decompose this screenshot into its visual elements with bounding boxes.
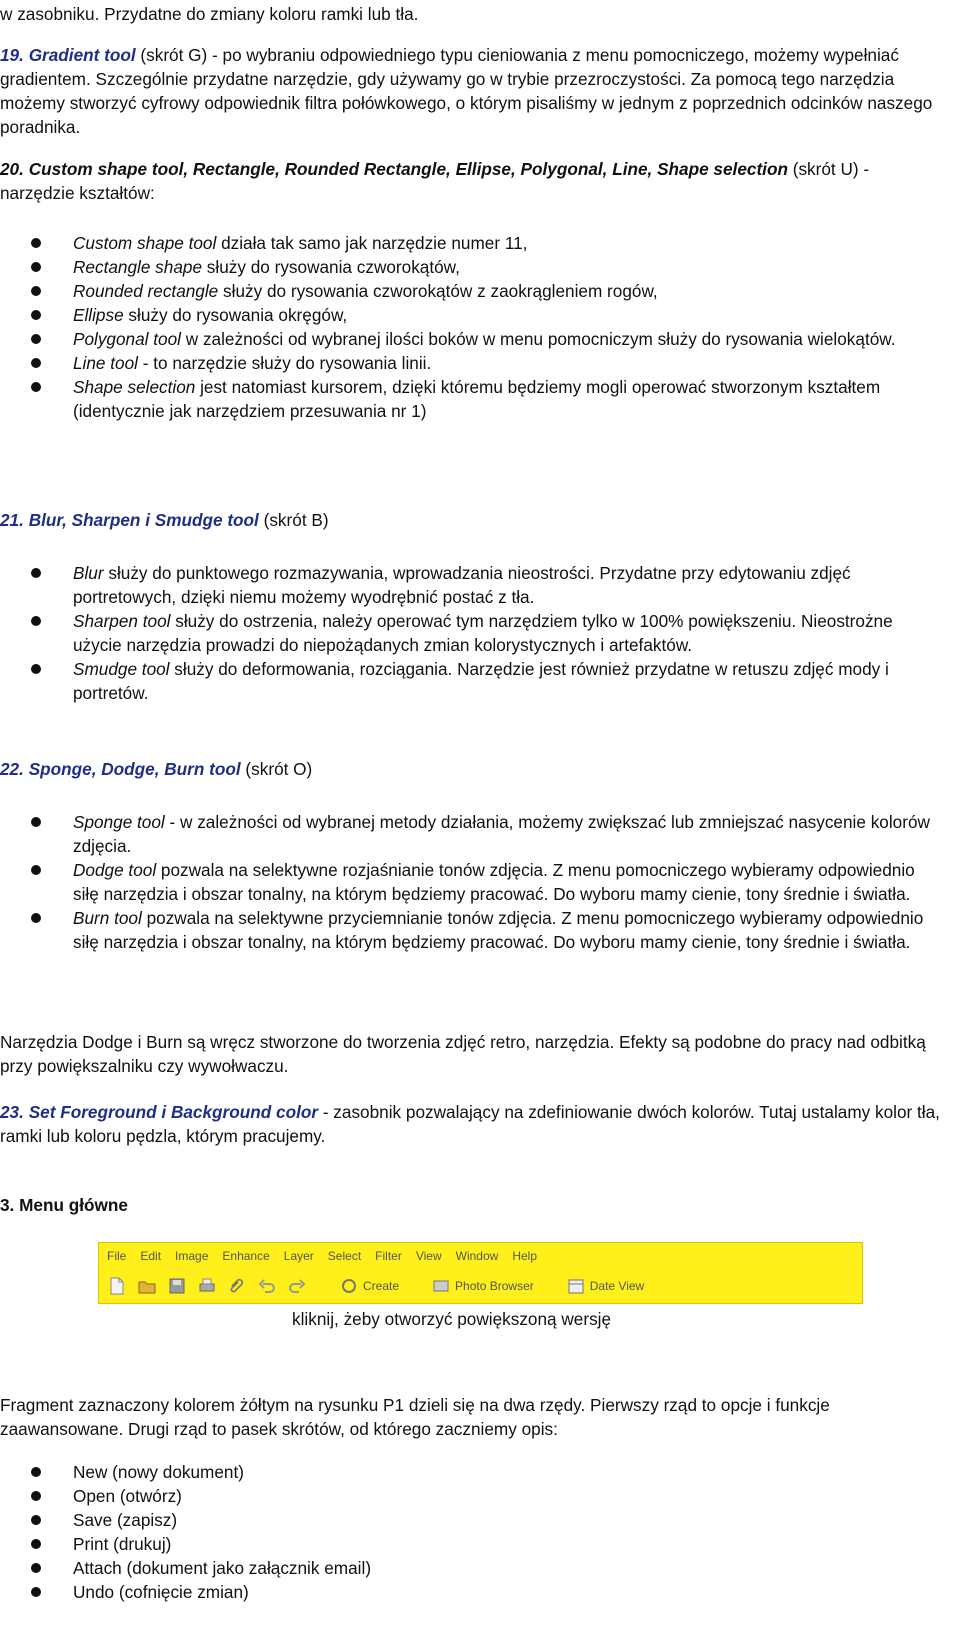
bullet-icon	[31, 817, 41, 827]
date-view-button	[566, 1276, 644, 1296]
list-item	[0, 375, 945, 423]
menu-item-view: View	[415, 1249, 442, 1263]
bullet-icon	[31, 382, 41, 392]
date-view-icon	[566, 1276, 586, 1296]
list-item-text: - w zależności od wybranej metody działania, możemy zwiększać lub zmniejszać nasycenie kolorów zdjęcia.	[73, 812, 930, 856]
list-item	[0, 303, 945, 327]
list-item-text: służy do rysowania okręgów,	[123, 305, 348, 325]
paragraph-dodge-burn	[0, 1030, 945, 1078]
menu-bar-image[interactable]	[98, 1242, 863, 1304]
menu-item-enhance: Enhance	[222, 1249, 270, 1263]
section-21	[0, 508, 945, 532]
undo-icon	[257, 1276, 277, 1296]
list-item-text: w zależności od wybranej ilości boków w menu pomocniczym służy do rysowania wielokątów.	[180, 329, 896, 349]
list-item	[0, 279, 945, 303]
date-view-label: Date View	[589, 1279, 645, 1293]
bullet-icon	[31, 262, 41, 272]
list-item-text: służy do rysowania czworokątów,	[202, 257, 460, 277]
create-label: Create	[363, 1279, 400, 1293]
bullet-icon	[31, 568, 41, 578]
list-item-term: Sponge tool	[73, 812, 165, 832]
list-item-term: Shape selection	[73, 377, 196, 397]
section-23	[0, 1100, 945, 1148]
list-item-text: pozwala na selektywne rozjaśnianie tonów zdjęcia. Z menu pomocniczego wybieramy odpowiednio siłę narzędzia i obszar tonalny, na którym będziemy pracować. Do wyboru mamy cienie, tony średnie i światła.	[73, 860, 915, 904]
bullet-icon	[31, 238, 41, 248]
section-text: - zasobnik pozwalający na zdefiniowanie dwóch kolorów. Tutaj ustalamy kolor tła, ramki lub koloru pędzla, którym pracujemy.	[0, 1102, 940, 1146]
bullet-icon	[31, 616, 41, 626]
paragraph-intro	[0, 2, 945, 26]
section-22	[0, 757, 945, 781]
list-item-term: Smudge tool	[73, 659, 170, 679]
list-item-text: New (nowy dokument)	[73, 1462, 244, 1482]
list-item	[0, 1556, 945, 1580]
section-title: Set Foreground i Background color	[28, 1102, 319, 1122]
save-icon	[167, 1276, 187, 1296]
bullet-icon	[31, 1467, 41, 1477]
menu-item-help: Help	[512, 1249, 537, 1263]
section-text: (skrót B)	[258, 510, 329, 530]
create-button	[339, 1276, 399, 1296]
paragraph-text: Narzędzia Dodge i Burn są wręcz stworzone do tworzenia zdjęć retro, narzędzia. Efekty są podobne do pracy nad odbitką przy powiększalniku czy wywołwaczu.	[0, 1032, 926, 1076]
create-icon	[339, 1276, 359, 1296]
list-item-term: Blur	[73, 563, 104, 583]
section-3-heading	[0, 1193, 945, 1217]
list-item	[0, 657, 945, 705]
list-item	[0, 1580, 945, 1604]
list-item-text: służy do punktowego rozmazywania, wprowadzania nieostrości. Przydatne przy edytowaniu zdjęć portretowych, dzięki niemu możemy wyodrębnić postać z tła.	[73, 563, 851, 607]
bullet-icon	[31, 1563, 41, 1573]
section-19	[0, 43, 945, 139]
list-item-term: Sharpen tool	[73, 611, 171, 631]
section-21-list	[0, 561, 945, 705]
enlarge-image-link[interactable]	[292, 1307, 611, 1331]
list-item	[0, 1532, 945, 1556]
list-item-term: Ellipse	[73, 305, 124, 325]
photo-browser-label: Photo Browser	[455, 1279, 534, 1293]
bullet-icon	[31, 1539, 41, 1549]
bullet-icon	[31, 358, 41, 368]
list-item-term: Polygonal tool	[73, 329, 181, 349]
list-item	[0, 255, 945, 279]
section-title: Gradient tool	[28, 45, 136, 65]
list-item-text: służy do rysowania czworokątów z zaokrągleniem rogów,	[218, 281, 658, 301]
list-item-term: Burn tool	[73, 908, 142, 928]
list-item	[0, 231, 945, 255]
bullet-icon	[31, 664, 41, 674]
section-title: Blur, Sharpen i Smudge tool	[28, 510, 259, 530]
list-item	[0, 609, 945, 657]
section-number: 20.	[0, 159, 24, 179]
section-number: 23.	[0, 1102, 24, 1122]
list-item-term: Line tool	[73, 353, 138, 373]
list-item	[0, 561, 945, 609]
list-item	[0, 1508, 945, 1532]
paragraph-text: w zasobniku. Przydatne do zmiany koloru ramki lub tła.	[0, 4, 419, 24]
section-22-list	[0, 810, 945, 954]
list-item-term: Custom shape tool	[73, 233, 217, 253]
list-item-text: Open (otwórz)	[73, 1486, 182, 1506]
list-item-text: Attach (dokument jako załącznik email)	[73, 1558, 372, 1578]
section-title: Custom shape tool, Rectangle, Rounded Rectangle, Ellipse, Polygonal, Line, Shape selection	[28, 159, 788, 179]
redo-icon	[287, 1276, 307, 1296]
section-text: (skrót G) - po wybraniu odpowiedniego typu cieniowania z menu pomocniczego, możemy wypełniać gradientem. Szczególnie przydatne narzędzie, gdy używamy go w trybie przezroczystości. Za pomocą tego narzędzia możemy stworzyć cyfrowy odpowiednik filtra połówkowego, o którym pisaliśmy w jednym z poprzednich odcinków naszego poradnika.	[0, 45, 933, 137]
bullet-icon	[31, 913, 41, 923]
shortcut-toolbar	[107, 1276, 644, 1296]
bullet-icon	[31, 865, 41, 875]
list-item	[0, 351, 945, 375]
section-text: (skrót U) - narzędzie kształtów:	[0, 159, 870, 203]
list-item-text: działa tak samo jak narzędzie numer 11,	[216, 233, 528, 253]
menu-item-edit: Edit	[140, 1249, 162, 1263]
bullet-icon	[31, 1515, 41, 1525]
menu-item-image: Image	[175, 1249, 209, 1263]
menu-item-select: Select	[327, 1249, 362, 1263]
list-item	[0, 1484, 945, 1508]
list-item-text: - to narzędzie służy do rysowania linii.	[137, 353, 432, 373]
list-item-text: pozwala na selektywne przyciemnianie tonów zdjęcia. Z menu pomocniczego wybieramy odpowiednio siłę narzędzia i obszar tonalny, na którym będziemy pracować. Do wyboru mamy cienie, tony średnie i światła.	[73, 908, 924, 952]
bullet-icon	[31, 1491, 41, 1501]
print-icon	[197, 1276, 217, 1296]
list-item-text: Undo (cofnięcie zmian)	[73, 1582, 249, 1602]
section-20-list	[0, 231, 945, 423]
list-item	[0, 810, 945, 858]
list-item-term: Rounded rectangle	[73, 281, 219, 301]
paragraph-text: Fragment zaznaczony kolorem żółtym na rysunku P1 dzieli się na dwa rzędy. Pierwszy rząd to opcje i funkcje zaawansowane. Drugi rząd to pasek skrótów, od którego zaczniemy opis:	[0, 1395, 830, 1439]
section-number: 22.	[0, 759, 24, 779]
shortcuts-list	[0, 1460, 945, 1604]
menu-item-window: Window	[455, 1249, 499, 1263]
section-20	[0, 157, 945, 205]
menu-item-file: File	[107, 1249, 127, 1263]
paragraph-fragment	[0, 1393, 945, 1441]
photo-browser-icon	[431, 1276, 451, 1296]
list-item-text: jest natomiast kursorem, dzięki któremu będziemy mogli operować stworzonym kształtem (identycznie jak narzędziem przesuwania nr 1)	[73, 377, 881, 421]
attach-icon	[227, 1276, 247, 1296]
new-file-icon	[107, 1276, 127, 1296]
menu-item-layer: Layer	[283, 1249, 314, 1263]
section-number: 19.	[0, 45, 24, 65]
photo-browser-button	[431, 1276, 534, 1296]
list-item-term: Rectangle shape	[73, 257, 202, 277]
list-item	[0, 327, 945, 351]
menu-row	[107, 1249, 537, 1263]
section-text: (skrót O)	[240, 759, 313, 779]
list-item	[0, 858, 945, 906]
list-item-text: służy do ostrzenia, należy operować tym narzędziem tylko w 100% powiększeniu. Nieostrożne użycie narzędzia prowadzi do niepożądanych zmian kolorystycznych i artefaktów.	[73, 611, 893, 655]
caption-text: kliknij, żeby otworzyć powiększoną wersję	[292, 1309, 612, 1329]
section-title: Sponge, Dodge, Burn tool	[28, 759, 241, 779]
list-item-term: Dodge tool	[73, 860, 157, 880]
open-folder-icon	[137, 1276, 157, 1296]
bullet-icon	[31, 286, 41, 296]
section-title: 3. Menu główne	[0, 1195, 128, 1215]
list-item	[0, 1460, 945, 1484]
bullet-icon	[31, 1587, 41, 1597]
list-item-text: Print (drukuj)	[73, 1534, 172, 1554]
bullet-icon	[31, 334, 41, 344]
section-number: 21.	[0, 510, 24, 530]
menu-item-filter: Filter	[375, 1249, 402, 1263]
list-item-text: służy do deformowania, rozciągania. Narzędzie jest również przydatne w retuszu zdjęć mody i portretów.	[73, 659, 889, 703]
list-item	[0, 906, 945, 954]
bullet-icon	[31, 310, 41, 320]
list-item-text: Save (zapisz)	[73, 1510, 178, 1530]
